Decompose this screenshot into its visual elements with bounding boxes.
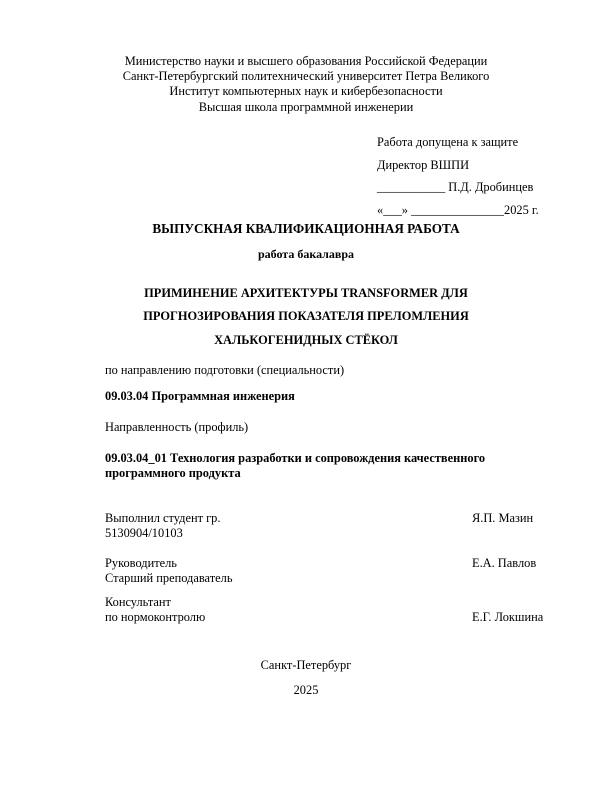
approval-block (377, 131, 539, 222)
footer-city: Санкт-Петербург (260, 658, 352, 672)
student-group: 5130904/10103 (105, 526, 183, 540)
supervisor-label: Руководитель (105, 556, 177, 570)
direction-value: 09.03.04 Программная инженерия (105, 389, 295, 403)
supervisor-name: Е.А. Павлов (472, 556, 537, 570)
university-line: Санкт-Петербургский политехнический университет Петра Великого (122, 69, 490, 84)
approval-line-admitted: Работа допущена к защите (377, 135, 519, 149)
institute-line: Институт компьютерных наук и кибербезопасности (169, 84, 443, 99)
work-type: работа бакалавра (257, 247, 355, 261)
thesis-topic (0, 282, 612, 352)
profile-label: Направленность (профиль) (105, 420, 249, 434)
topic-line-3: ХАЛЬКОГЕНИДНЫХ СТЁКОЛ (214, 332, 398, 347)
ministry-line: Министерство науки и высшего образования Российской Федерации (124, 54, 488, 68)
supervisor-title: Старший преподаватель (105, 571, 233, 585)
consultant-label: Консультант (105, 595, 171, 609)
approval-line-date: «___» _______________2025 г. (377, 203, 539, 218)
direction-label: по направлению подготовки (специальности) (105, 363, 345, 377)
document-title: ВЫПУСКНАЯ КВАЛИФИКАЦИОННАЯ РАБОТА (152, 221, 460, 236)
school-line: Высшая школа программной инженерии (198, 99, 414, 114)
consultant-sub: по нормоконтролю (105, 610, 206, 624)
topic-line-2: ПРОГНОЗИРОВАНИЯ ПОКАЗАТЕЛЯ ПРЕЛОМЛЕНИЯ (143, 309, 469, 324)
student-label: Выполнил студент гр. (105, 511, 221, 525)
profile-value: 09.03.04_01 Технология разработки и сопровождения качественного программного продукта (105, 451, 486, 480)
institution-header (0, 54, 612, 115)
student-name: Я.П. Мазин (472, 511, 534, 525)
approval-line-signature: ___________ П.Д. Дробинцев (377, 180, 534, 195)
footer-year: 2025 (293, 683, 319, 697)
consultant-name: Е.Г. Локшина (472, 610, 544, 624)
approval-line-director: Директор ВШПИ (377, 157, 470, 172)
topic-line-1: ПРИМИНЕНИЕ АРХИТЕКТУРЫ TRANSFORMER ДЛЯ (144, 286, 468, 300)
